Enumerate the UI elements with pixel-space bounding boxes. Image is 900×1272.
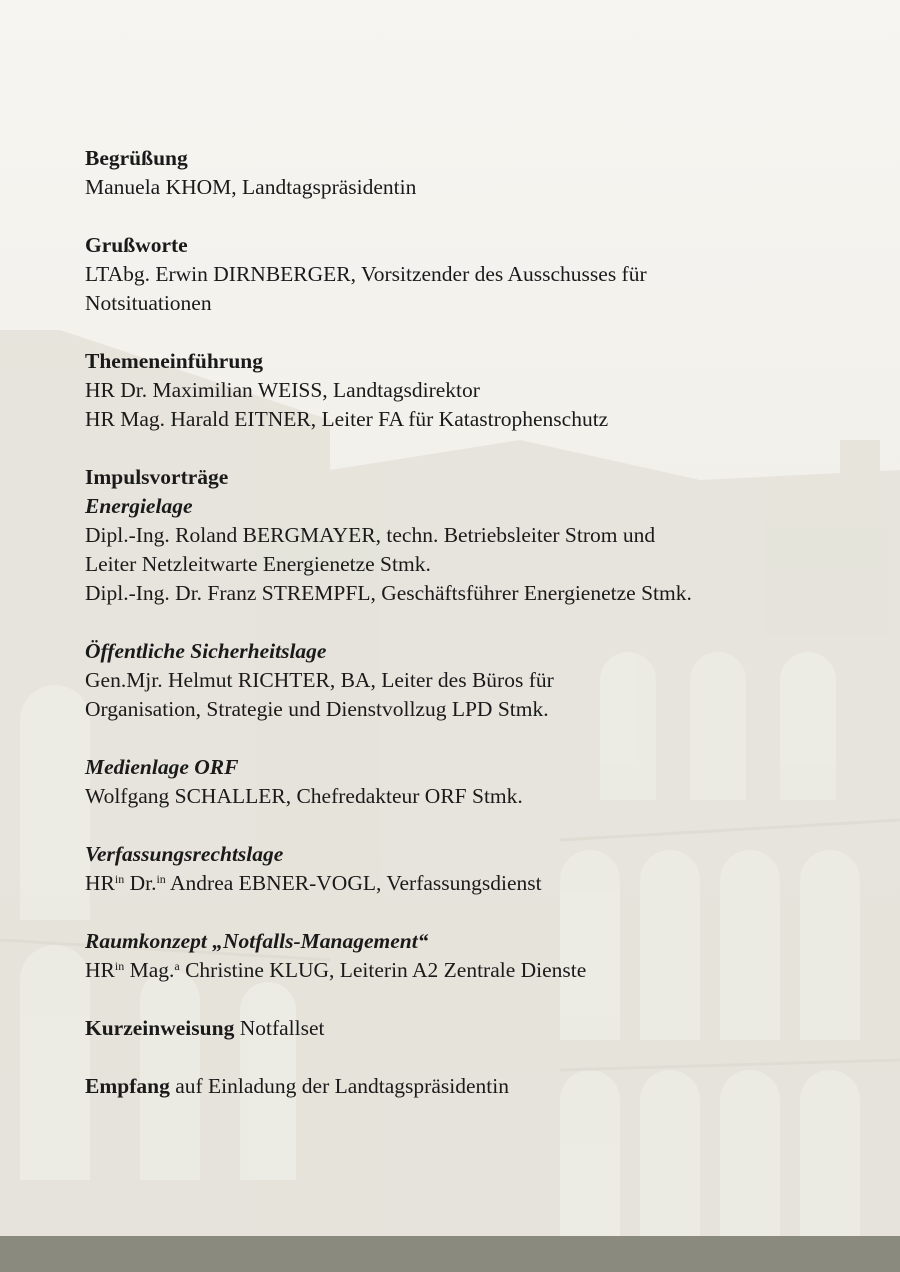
subheading-medienlage: Medienlage ORF [85, 755, 239, 779]
speaker-name: Andrea EBNER-VOGL, Verfassungsdienst [165, 871, 542, 895]
text-line: Gen.Mjr. Helmut RICHTER, BA, Leiter des Büros für [85, 668, 554, 692]
text-line: Leiter Netzleitwarte Energienetze Stmk. [85, 552, 431, 576]
title-mag: Mag. [124, 958, 175, 982]
subheading-energielage: Energielage [85, 494, 193, 518]
text-line: Organisation, Strategie und Dienstvollzug LPD Stmk. [85, 697, 549, 721]
text-line [85, 1072, 865, 1101]
superscript: a [174, 959, 180, 973]
heading-grussworte: Grußworte [85, 233, 188, 257]
text-line [85, 956, 865, 985]
heading-begruessung: Begrüßung [85, 146, 188, 170]
speaker-name: Christine KLUG, Leiterin A2 Zentrale Dienste [179, 958, 587, 982]
footer-bar [0, 1236, 900, 1272]
title-dr: Dr. [124, 871, 157, 895]
subheading-verfassung: Verfassungsrechtslage [85, 842, 284, 866]
heading-impulsvortraege: Impulsvorträge [85, 465, 229, 489]
text-line: Dipl.-Ing. Dr. Franz STREMPFL, Geschäftsführer Energienetze Stmk. [85, 581, 692, 605]
title-hr: HR [85, 958, 115, 982]
section-medienlage [85, 753, 865, 811]
text-empfang: auf Einladung der Landtagspräsidentin [169, 1074, 509, 1098]
text-line: LTAbg. Erwin DIRNBERGER, Vorsitzender des Ausschusses für [85, 262, 647, 286]
label-empfang: Empfang [85, 1074, 170, 1098]
program-content [85, 144, 865, 1130]
section-empfang [85, 1072, 865, 1101]
text-notfallset: Notfallset [234, 1016, 325, 1040]
heading-themeneinfuehrung: Themeneinführung [85, 349, 264, 373]
section-sicherheitslage [85, 637, 865, 724]
superscript: in [156, 872, 166, 886]
superscript: in [114, 959, 125, 973]
text-line [85, 1014, 865, 1043]
text-line [85, 869, 865, 898]
text-line: HR Mag. Harald EITNER, Leiter FA für Katastrophenschutz [85, 407, 609, 431]
text-line: Wolfgang SCHALLER, Chefredakteur ORF Stmk. [85, 784, 523, 808]
section-verfassung [85, 840, 865, 898]
text-line: Manuela KHOM, Landtagspräsidentin [85, 175, 417, 199]
label-kurzeinweisung: Kurzeinweisung [85, 1016, 235, 1040]
text-line: Notsituationen [85, 291, 212, 315]
section-raumkonzept [85, 927, 865, 985]
section-energielage [85, 463, 865, 608]
section-kurzeinweisung [85, 1014, 865, 1043]
section-begruessung [85, 144, 865, 202]
subheading-raumkonzept: Raumkonzept „Notfalls-Management“ [85, 929, 429, 953]
superscript: in [114, 872, 125, 886]
section-themeneinfuehrung [85, 347, 865, 434]
subheading-sicherheitslage: Öffentliche Sicherheitslage [85, 639, 327, 663]
text-line: HR Dr. Maximilian WEISS, Landtagsdirektor [85, 378, 480, 402]
section-grussworte [85, 231, 865, 318]
title-hr: HR [85, 871, 115, 895]
text-line: Dipl.-Ing. Roland BERGMAYER, techn. Betriebsleiter Strom und [85, 523, 656, 547]
